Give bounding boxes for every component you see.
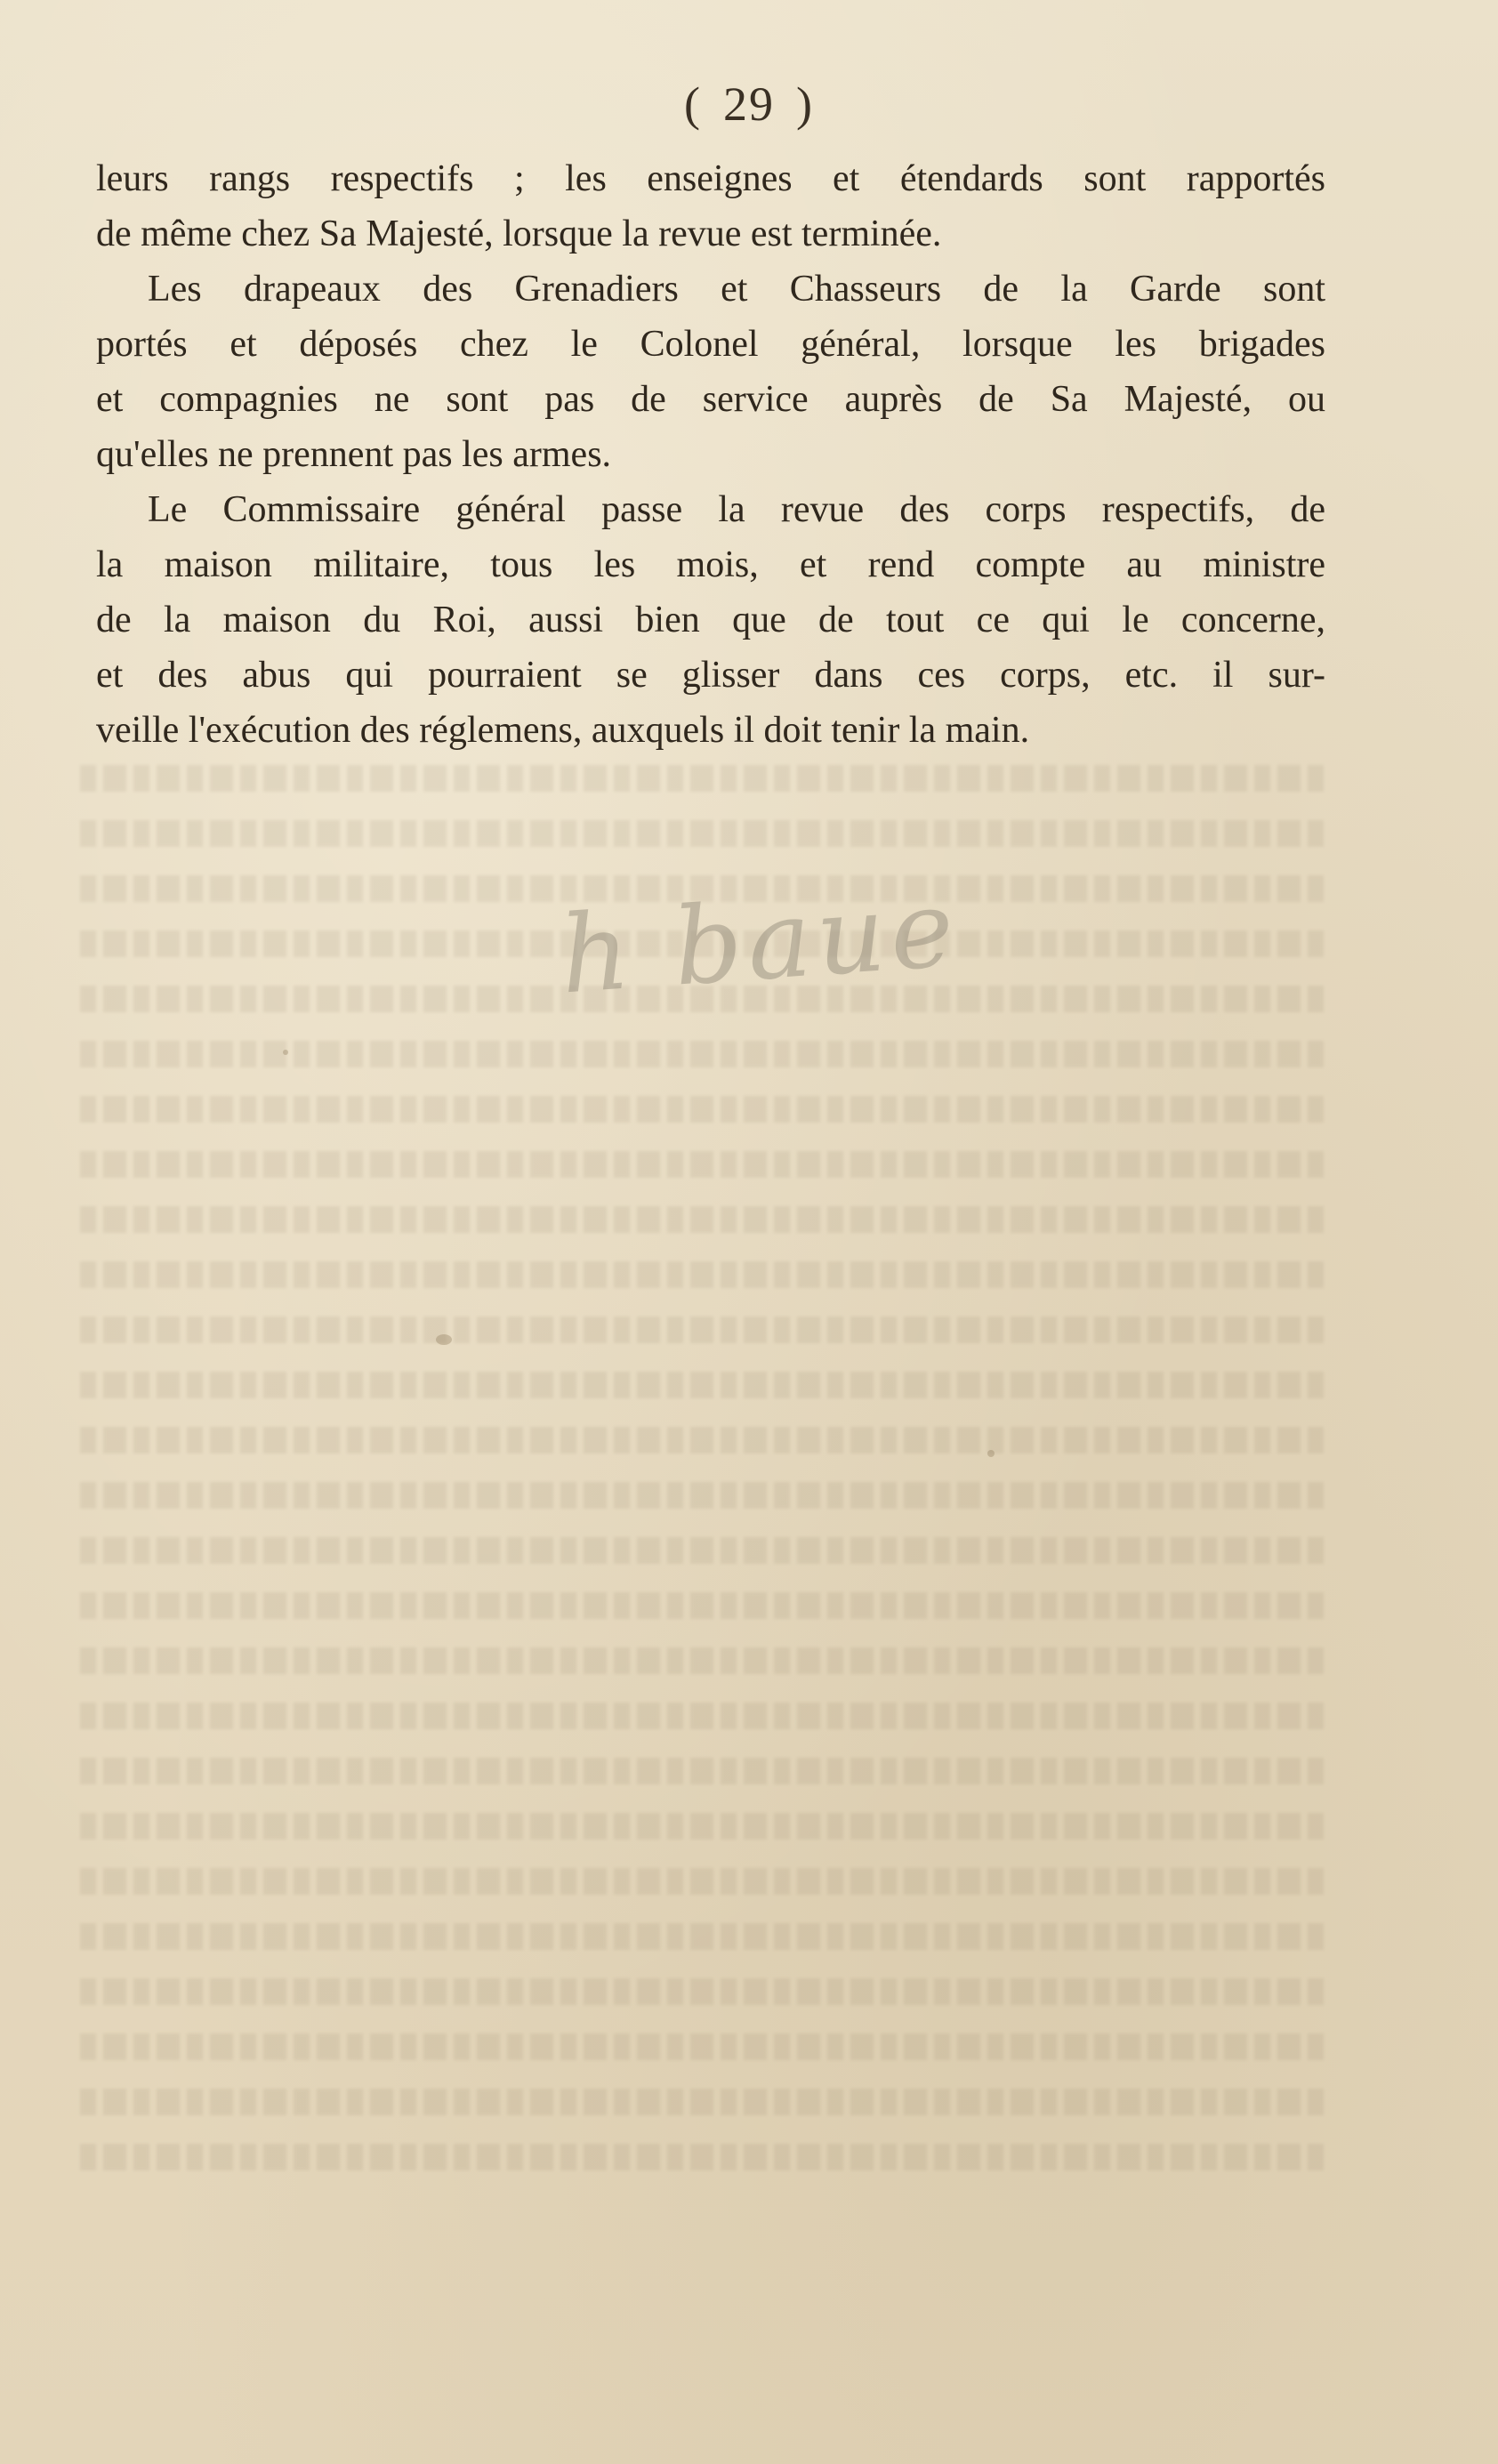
pencil-annotation: h baue: [556, 866, 963, 1019]
paren-close: ): [796, 77, 814, 131]
bleed-line: [80, 1041, 1325, 1067]
text-line: de même chez Sa Majesté, lorsque la revue est terminée.: [96, 213, 942, 254]
text-line: Les drapeaux des Grenadiers et Chasseurs de la Garde sont: [148, 269, 1325, 310]
bleed-line: [80, 1372, 1325, 1398]
text-line: Le Commissaire général passe la revue des corps respectifs, de: [148, 489, 1325, 530]
bleed-line: [80, 1427, 1325, 1453]
bleed-line: [80, 1978, 1325, 2005]
bleed-line: [80, 1923, 1325, 1950]
text-line: la maison militaire, tous les mois, et rend compte au ministre: [96, 544, 1325, 585]
bleed-line: [80, 1703, 1325, 1729]
text-line: portés et déposés chez le Colonel général, lorsque les brigades: [96, 324, 1325, 365]
bleed-line: [80, 1647, 1325, 1674]
bleed-line: [80, 1151, 1325, 1178]
page-number: 29: [723, 77, 775, 131]
text-line: qu'elles ne prennent pas les armes.: [96, 434, 612, 475]
bleed-line: [80, 1317, 1325, 1343]
page-number-header: [0, 76, 1498, 132]
bleed-line: [80, 820, 1325, 847]
bleed-line: [80, 1206, 1325, 1233]
bleed-line: [80, 1096, 1325, 1123]
bleed-line: [80, 1592, 1325, 1619]
paper-spot: [283, 1050, 288, 1055]
text-line: veille l'exécution des réglemens, auxquels il doit tenir la main.: [96, 710, 1030, 751]
bleed-line: [80, 1813, 1325, 1840]
text-line: de la maison du Roi, aussi bien que de tout ce qui le concerne,: [96, 600, 1325, 640]
bleed-line: [80, 1537, 1325, 1564]
bleed-line: [80, 1758, 1325, 1784]
paper-spot: [987, 1450, 995, 1457]
bleed-line: [80, 2033, 1325, 2060]
bleed-line: [80, 765, 1325, 792]
body-text: [96, 151, 1325, 758]
bleed-line: [80, 1868, 1325, 1895]
text-line: et compagnies ne sont pas de service auprès de Sa Majesté, ou: [96, 379, 1325, 420]
bleed-line: [80, 1482, 1325, 1509]
text-line: leurs rangs respectifs ; les enseignes et étendards sont rapportés: [96, 158, 1325, 199]
bleed-line: [80, 1261, 1325, 1288]
paren-open: (: [684, 77, 702, 131]
paper-spot: [436, 1334, 452, 1345]
text-line: et des abus qui pourraient se glisser dans ces corps, etc. il sur-: [96, 655, 1325, 696]
bleed-line: [80, 2144, 1325, 2170]
bleed-line: [80, 2089, 1325, 2115]
